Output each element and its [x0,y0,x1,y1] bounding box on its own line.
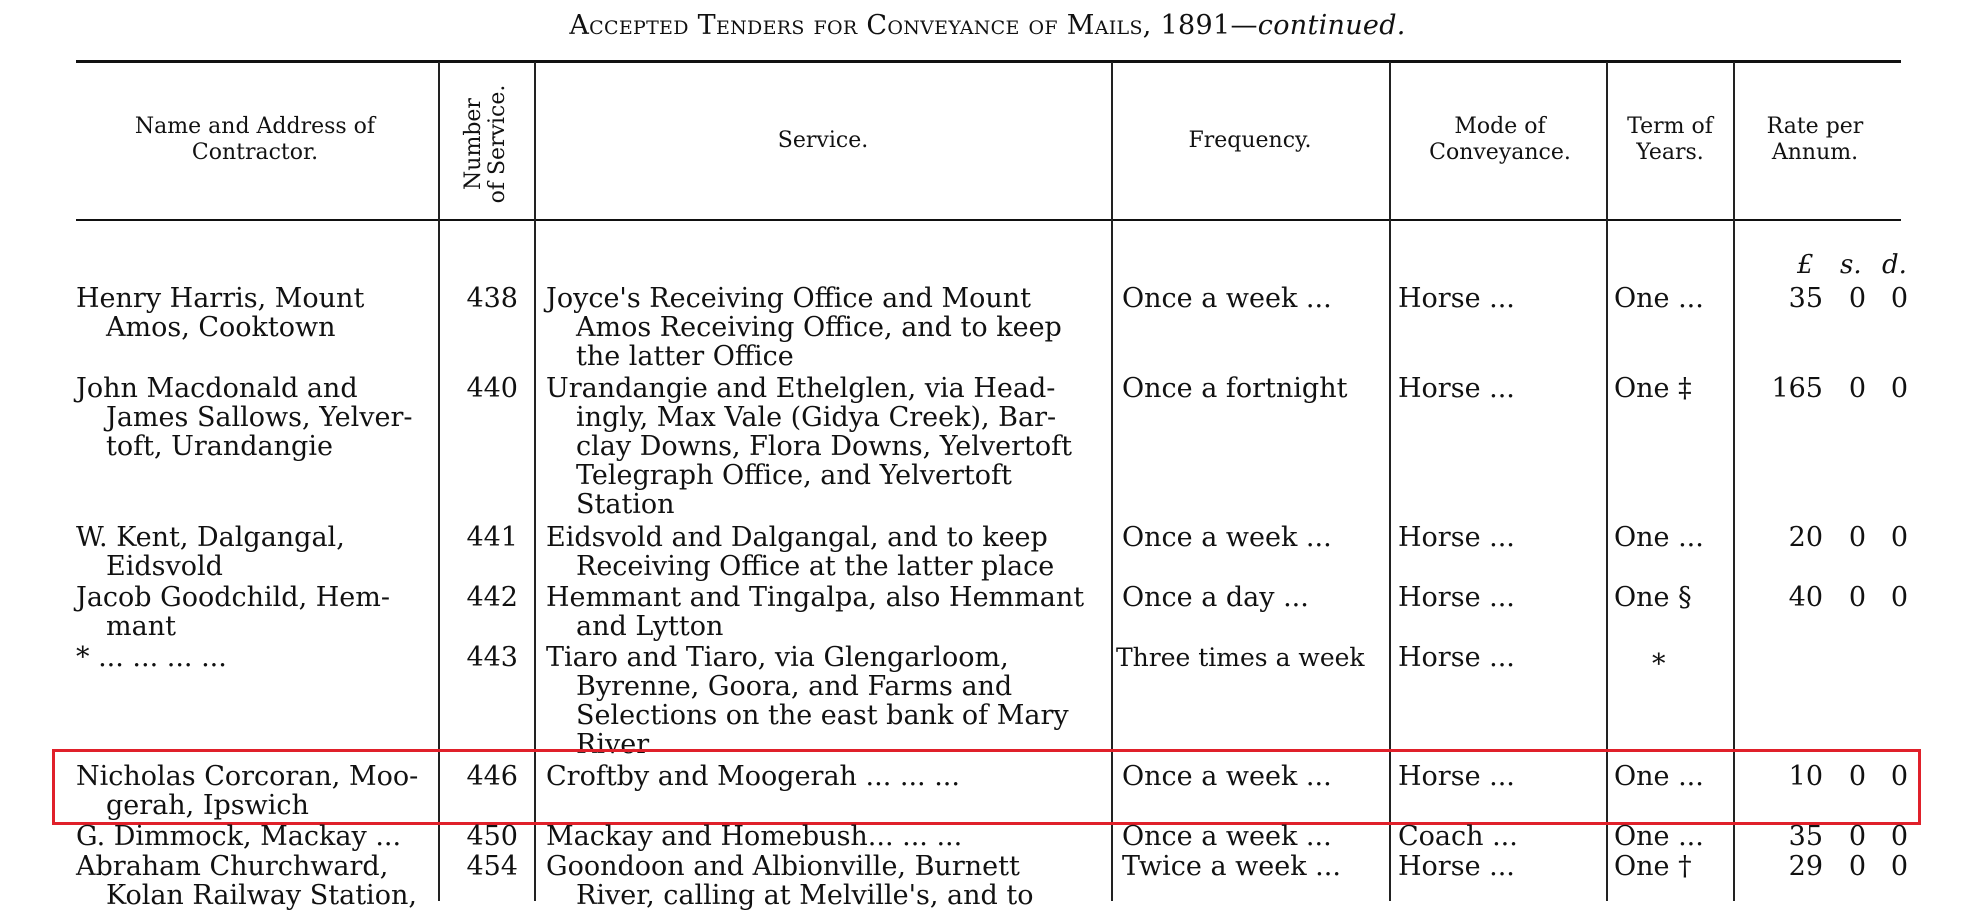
service-line: clay Downs, Flora Downs, Yelvertoft [576,431,1072,462]
term: One † [1614,851,1692,882]
service-description [546,374,1072,519]
frequency: Once a week ... [1122,522,1332,553]
header-rate: Rate per Annum. [1766,114,1864,165]
unit-pounds: £ [1797,250,1814,280]
highlight-box [52,749,1921,825]
rate-pence: 0 [1890,373,1908,404]
service-line: Station [576,489,675,520]
mode: Horse ... [1398,851,1515,882]
service-line: River [576,729,650,760]
header-frequency: Frequency. [1188,128,1312,153]
service-line: Byrenne, Goora, and Farms and [576,671,1013,702]
header-bottom-rule [76,219,1901,221]
mode: Horse ... [1398,582,1515,613]
contractor-name: Amos, Cooktown [106,312,336,343]
frequency: Once a week ... [1122,821,1332,852]
frequency: Once a fortnight [1122,373,1348,404]
frequency: Twice a week ... [1122,851,1341,882]
mode: Coach ... [1398,821,1518,852]
title-continued: continued. [1257,10,1406,41]
table-row [76,583,390,641]
rate-shillings: 0 [1848,761,1866,792]
title-main: Accepted Tenders for Conveyance of Mails, 1891— [569,10,1258,41]
term: One ... [1614,522,1704,553]
contractor-name: G. Dimmock, Mackay ... [76,821,402,852]
service-number: 454 [466,851,518,882]
rate-pounds: 35 [1788,283,1823,314]
service-line: ingly, Max Vale (Gidya Creek), Bar- [576,402,1057,433]
page-title [0,10,1975,41]
header-mode: Mode of Conveyance. [1429,114,1571,165]
service-line: Goondoon and Albionville, Burnett [546,851,1020,882]
service-line: Hemmant and Tingalpa, also Hemmant [546,582,1085,613]
service-number: 440 [466,373,518,404]
rate-shillings: 0 [1848,283,1866,314]
unit-shillings: s. [1840,250,1862,280]
term: One § [1614,582,1692,613]
rate-shillings: 0 [1848,582,1866,613]
service-line: the latter Office [576,341,794,372]
contractor-name: mant [106,611,176,642]
rate-pence: 0 [1890,821,1908,852]
contractor-name: gerah, Ipswich [106,790,309,821]
rate-pounds: 165 [1771,373,1823,404]
mode: Horse ... [1398,283,1515,314]
service-line: Selections on the east bank of Mary [576,700,1069,731]
service-line: Joyce's Receiving Office and Mount [546,283,1031,314]
contractor-name: Eidsvold [106,551,223,582]
contractor-name: Kolan Railway Station, [106,880,417,911]
rate-shillings: 0 [1848,522,1866,553]
contractor-name: toft, Urandangie [106,431,333,462]
rate-shillings: 0 [1848,851,1866,882]
service-line: Tiaro and Tiaro, via Glengarloom, [546,642,1009,673]
service-line: Croftby and Moogerah ... ... ... [546,761,960,792]
table-top-rule [76,60,1901,63]
term: One ... [1614,761,1704,792]
header-name: Name and Address of Contractor. [134,114,376,165]
service-line: Telegraph Office, and Yelvertoft [576,460,1012,491]
table-row [76,523,345,581]
frequency: Three times a week [1116,643,1365,672]
term: One ‡ [1614,373,1692,404]
rate-pence: 0 [1890,582,1908,613]
mode: Horse ... [1398,761,1515,792]
header-service: Service. [777,128,869,153]
contractor-name: Nicholas Corcoran, Moo- [76,761,419,792]
rate-pounds: 29 [1788,851,1823,882]
service-number: 442 [466,582,518,613]
table-row [76,374,413,461]
frequency: Once a day ... [1122,582,1309,613]
service-line: Mackay and Homebush... ... ... [546,821,963,852]
frequency: Once a week ... [1122,283,1332,314]
rate-pounds: 20 [1788,522,1823,553]
table-row [76,822,401,851]
contractor-name: W. Kent, Dalgangal, [76,522,345,553]
contractor-name: * ... ... ... ... [76,642,227,673]
service-line: Receiving Office at the latter place [576,551,1055,582]
service-line: and Lytton [576,611,724,642]
header-term: Term of Years. [1627,114,1713,165]
table-row [76,643,227,672]
service-line: Urandangie and Ethelglen, via Head- [546,373,1056,404]
service-description [546,852,1034,910]
term: One ... [1614,821,1704,852]
service-description [546,643,1069,759]
service-number: 438 [466,283,518,314]
rate-pence: 0 [1890,761,1908,792]
table-row [76,284,364,342]
frequency: Once a week ... [1122,761,1332,792]
rate-pence: 0 [1890,283,1908,314]
contractor-name: Jacob Goodchild, Hem- [76,582,391,613]
service-line: Amos Receiving Office, and to keep [576,312,1062,343]
mode: Horse ... [1398,373,1515,404]
rate-pence: 0 [1890,851,1908,882]
rate-pounds: 10 [1788,761,1823,792]
header-number: Number of Service. [461,84,510,204]
table-row [76,852,417,910]
contractor-name: Henry Harris, Mount [76,283,365,314]
contractor-name: Abraham Churchward, [76,851,389,882]
rate-pence: 0 [1890,522,1908,553]
service-description [546,822,962,851]
service-number: 446 [466,761,518,792]
rate-pounds: 40 [1788,582,1823,613]
service-number: 450 [466,821,518,852]
service-line: Eidsvold and Dalgangal, and to keep [546,522,1048,553]
term: One ... [1614,283,1704,314]
mode: Horse ... [1398,522,1515,553]
service-description [546,583,1084,641]
service-description [546,523,1054,581]
service-number: 443 [466,642,518,673]
service-line: River, calling at Melville's, and to [576,880,1034,911]
service-description [546,284,1062,371]
rate-shillings: 0 [1848,821,1866,852]
term: * [1652,649,1666,680]
unit-pence: d. [1882,250,1907,280]
rate-shillings: 0 [1848,373,1866,404]
service-number: 441 [466,522,518,553]
contractor-name: James Sallows, Yelver- [106,402,413,433]
contractor-name: John Macdonald and [76,373,358,404]
mode: Horse ... [1398,642,1515,673]
rate-pounds: 35 [1788,821,1823,852]
